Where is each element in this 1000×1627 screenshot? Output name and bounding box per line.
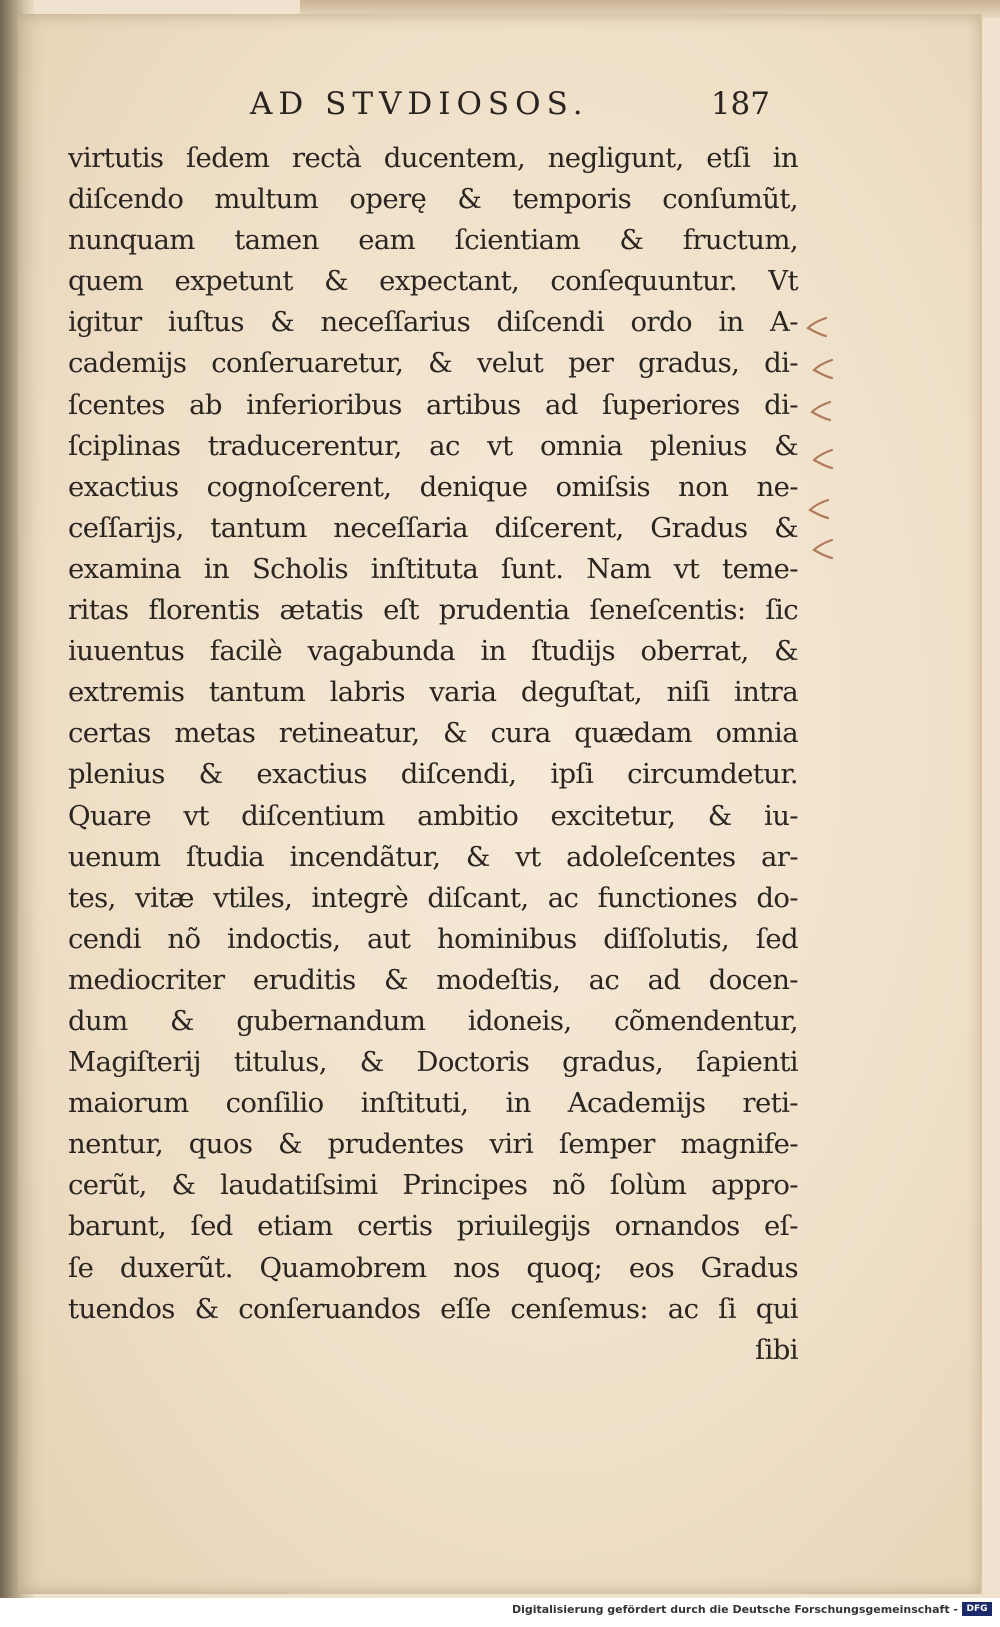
text-line: virtutis ſedem rectà ducentem, negligunt, etſi in [68,142,798,174]
text-line: cendi nõ indoctis, aut hominibus diſſolutis, ſed [68,922,798,955]
margin-mark-icon [810,536,836,562]
text-line: cademijs conſeruaretur, & velut per gradus, di- [68,347,798,380]
text-line: ceſſarijs, tantum neceſſaria diſcerent, Gradus & [68,511,798,544]
text-line: maiorum conſilio inſtituti, in Academijs reti- [68,1087,798,1120]
text-line: ſcentes ab inferioribus artibus ad ſuperiores di- [68,388,798,421]
text-line: uenum ſtudia incendãtur, & vt adoleſcentes ar- [68,840,798,873]
text-line: dum & gubernandum idoneis, cõmendentur, [68,1004,798,1037]
text-line: ſciplinas traducerentur, ac vt omnia plenius & [68,429,798,462]
catchword: ſibi [755,1333,798,1366]
margin-mark-icon [810,356,836,382]
text-line: examina in Scholis inſtituta ſunt. Nam vt teme- [68,552,798,585]
digitization-footer [0,1598,1000,1627]
text-line: nunquam tamen eam ſcientiam & fructum, [68,224,798,257]
running-head-title: AD STVDIOSOS. [250,86,589,122]
text-line: cerũt, & laudatiſsimi Principes nõ ſolùm appro- [68,1169,798,1202]
funding-credit: Digitalisierung gefördert durch die Deutsche Forschungsgemeinschaft - [511,1603,958,1616]
text-line: ritas florentis ætatis eſt prudentia ſeneſcentis: ſic [68,594,798,627]
text-line: plenius & exactius diſcendi, ipſi circumdetur. [68,758,798,791]
text-line: Magiſterij titulus, & Doctoris gradus, ſapienti [68,1046,798,1079]
text-line: quem expetunt & expectant, conſequuntur. Vt [68,265,798,298]
margin-mark-icon [806,496,832,522]
text-line: barunt, ſed etiam certis priuilegijs ornandos eſ- [68,1210,798,1243]
running-head [250,86,790,132]
text-line: Quare vt diſcentium ambitio excitetur, & iu- [68,799,798,832]
text-line: tes, vitæ vtiles, integrè diſcant, ac functiones do- [68,881,798,914]
text-line: iuuentus facilè vagabunda in ſtudijs oberrat, & [68,635,798,668]
text-line: certas metas retineatur, & cura quædam omnia [68,717,798,750]
margin-mark-icon [804,314,830,340]
text-line: tuendos & conſeruandos eſſe cenſemus: ac ſi qui [68,1292,798,1325]
page-number: 187 [710,86,770,122]
text-line: igitur iuſtus & neceſſarius diſcendi ordo in A- [68,306,798,339]
body-text [68,138,798,1371]
text-line: mediocriter eruditis & modeſtis, ac ad docen- [68,963,798,996]
text-line: extremis tantum labris varia deguſtat, niſi intra [68,676,798,709]
dfg-logo: DFG [962,1602,992,1616]
margin-mark-icon [810,446,836,472]
margin-mark-icon [808,398,834,424]
text-line: diſcendo multum operę & temporis conſumũt, [68,183,798,216]
text-line: ſe duxerũt. Quamobrem nos quoq; eos Gradus [68,1251,798,1284]
text-line: nentur, quos & prudentes viri ſemper magnife- [68,1128,798,1161]
text-line: exactius cognoſcerent, denique omiſsis non ne- [68,470,798,503]
margin-annotations [790,300,850,580]
